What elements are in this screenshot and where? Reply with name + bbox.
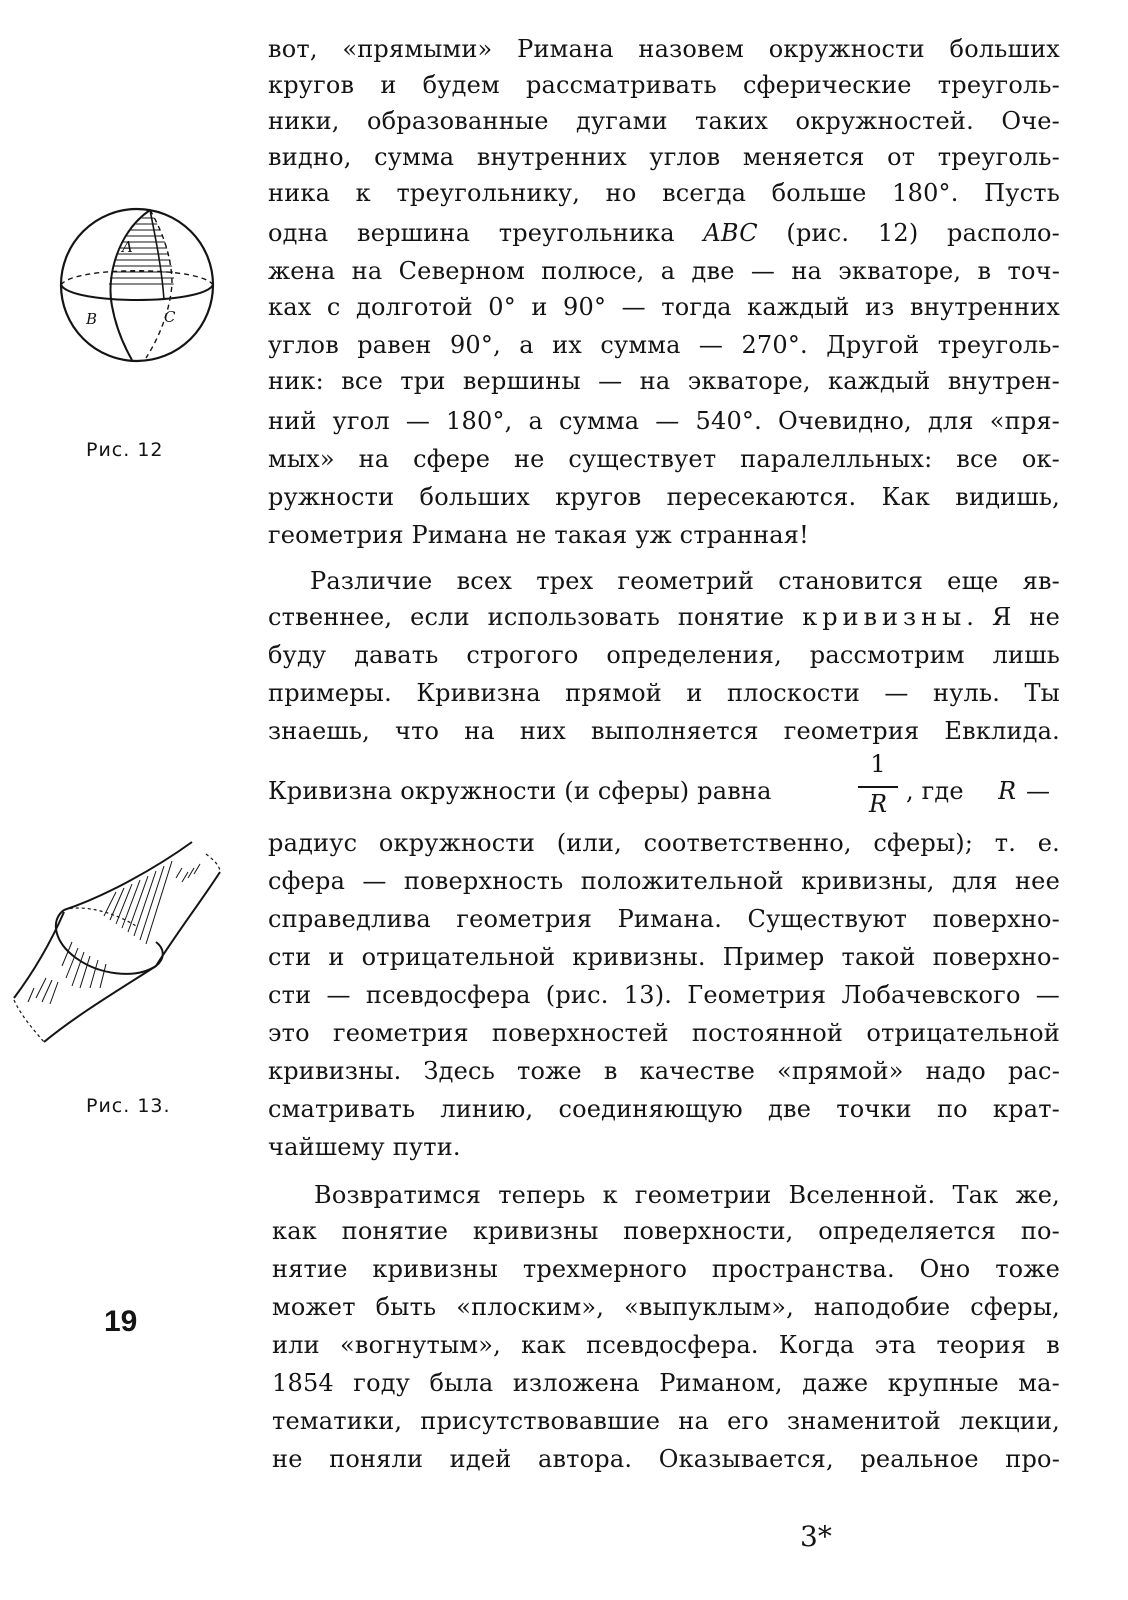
text-line: как понятие кривизны поверхности, определяется по- bbox=[272, 1217, 1060, 1245]
text-line: это геометрия поверхностей постоянной отрицательной bbox=[268, 1019, 1060, 1047]
text-line: сти — псевдосфера (рис. 13). Геометрия Лобачевского — bbox=[268, 981, 1060, 1009]
figure-12-label-b: B bbox=[86, 310, 98, 328]
text-line: не поняли идей автора. Оказывается, реальное про- bbox=[272, 1445, 1060, 1473]
text-line: ника к треугольнику, но всегда больше 180°. Пусть bbox=[268, 179, 1060, 207]
text-line: мых» на сфере не существует паралелльных: все ок- bbox=[268, 445, 1060, 473]
text-line: или «вогнутым», как псевдосфера. Когда эта теория в bbox=[272, 1331, 1060, 1359]
formula-dash: — bbox=[1026, 777, 1051, 805]
text-line: кругов и будем рассматривать сферические треуголь- bbox=[268, 71, 1060, 99]
math-abc: ABC bbox=[703, 219, 758, 247]
text-line: ружности больших кругов пересекаются. Как видишь, bbox=[268, 483, 1060, 511]
figure-12-sphere bbox=[52, 200, 222, 370]
text-line: примеры. Кривизна прямой и плоскости — нуль. Ты bbox=[268, 679, 1060, 707]
text-line: ках с долготой 0° и 90° — тогда каждый из внутренних bbox=[268, 293, 1060, 321]
text-line: нятие кривизны трехмерного пространства. Оно тоже bbox=[272, 1255, 1060, 1283]
text-line: может быть «плоским», «выпуклым», наподобие сферы, bbox=[272, 1293, 1060, 1321]
fraction-denominator: R bbox=[868, 790, 888, 818]
figure-12-label-c: C bbox=[164, 308, 176, 326]
text-line: углов равен 90°, а их сумма — 270°. Другой треуголь- bbox=[268, 331, 1060, 359]
text-line: вот, «прямыми» Римана назовем окружности больших bbox=[268, 35, 1060, 63]
text-line: ник: все три вершины — на экваторе, каждый внутрен- bbox=[268, 367, 1060, 395]
figure-12-label-a: A bbox=[122, 238, 133, 256]
figure-13-pseudosphere bbox=[6, 838, 236, 1058]
text-line: жена на Северном полюсе, а две — на экваторе, в точ- bbox=[268, 257, 1060, 285]
text-line: сфера — поверхность положительной кривизны, для нее bbox=[268, 867, 1060, 895]
text-line: видно, сумма внутренних углов меняется от треуголь- bbox=[268, 143, 1060, 171]
text-line: знаешь, что на них выполняется геометрия Евклида. bbox=[268, 717, 1060, 745]
text-line: чайшему пути. bbox=[268, 1133, 461, 1161]
page-number: 19 bbox=[104, 1305, 138, 1338]
text-line: буду давать строгого определения, рассмотрим лишь bbox=[268, 641, 1060, 669]
signature-mark: 3* bbox=[800, 1520, 832, 1553]
fraction-bar bbox=[858, 786, 898, 788]
text-line: Возвратимся теперь к геометрии Вселенной. Так же, bbox=[314, 1181, 1060, 1209]
text-line: радиус окружности (или, соответственно, сферы); т. е. bbox=[268, 829, 1060, 857]
text-line-with-math: одна вершина треугольника ABC (рис. 12) располо- bbox=[268, 219, 1060, 247]
text-line: справедлива геометрия Римана. Существуют поверхно- bbox=[268, 905, 1060, 933]
formula-where: , где bbox=[906, 777, 964, 805]
text-line: тематики, присутствовавшие на его знаменитой лекции, bbox=[272, 1407, 1060, 1435]
figure-12-caption: Рис. 12 bbox=[86, 439, 164, 461]
text-line: Различие всех трех геометрий становится еще яв- bbox=[310, 567, 1060, 595]
text-line-with-spaced: ственнее, если использовать понятие кривизны. Я не bbox=[268, 603, 1060, 631]
figure-13-caption: Рис. 13. bbox=[86, 1095, 171, 1117]
text-line: ний угол — 180°, а сумма — 540°. Очевидно, для «пря- bbox=[268, 407, 1060, 435]
text-line: сти и отрицательной кривизны. Пример такой поверхно- bbox=[268, 943, 1060, 971]
text-line: 1854 году была изложена Риманом, даже крупные ма- bbox=[272, 1369, 1060, 1397]
formula-var-r: R bbox=[998, 777, 1017, 805]
term-curvature: кривизны bbox=[802, 603, 967, 631]
text-line: ники, образованные дугами таких окружностей. Оче- bbox=[268, 107, 1060, 135]
text-line: сматривать линию, соединяющую две точки по крат- bbox=[268, 1095, 1060, 1123]
fraction-numerator: 1 bbox=[870, 750, 886, 778]
text-line: геометрия Римана не такая уж странная! bbox=[268, 521, 809, 549]
formula-text: Кривизна окружности (и сферы) равна bbox=[268, 777, 772, 805]
text-line: кривизны. Здесь тоже в качестве «прямой» надо рас- bbox=[268, 1057, 1060, 1085]
